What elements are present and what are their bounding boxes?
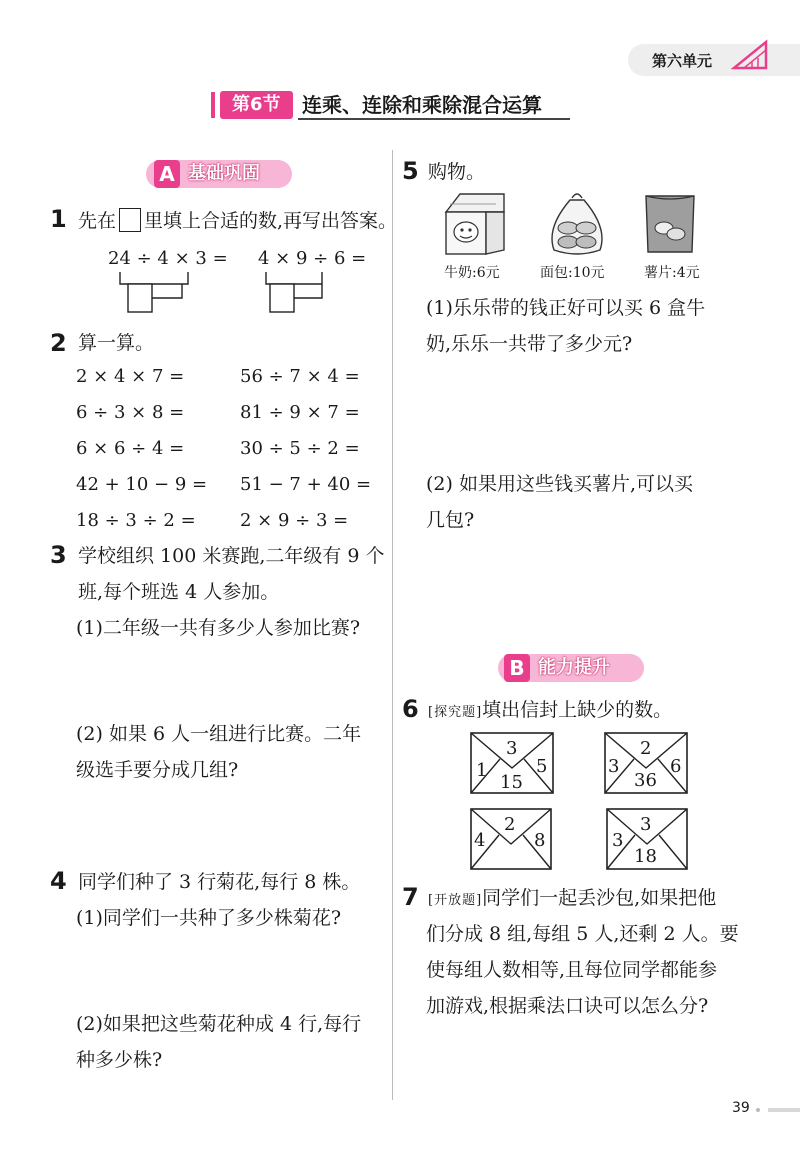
- q1-text-after: 里填上合适的数,再写出答案。: [144, 210, 398, 232]
- q2-left-5: 18 ÷ 3 ÷ 2 =: [76, 510, 196, 531]
- envelope-2-top: 2: [640, 738, 652, 759]
- q2-title: 算一算。: [78, 332, 155, 354]
- q1-tree-diagram-2: [256, 270, 356, 318]
- q7-line4: 加游戏,根据乘法口诀可以怎么分?: [426, 995, 709, 1017]
- envelope-1-top: 3: [506, 738, 518, 759]
- q7-number: 7: [402, 883, 419, 911]
- q2-left-2: 6 ÷ 3 × 8 =: [76, 402, 185, 423]
- section-marker: [211, 92, 215, 118]
- q5-sub1-line2: 奶,乐乐一共带了多少元?: [426, 333, 633, 355]
- q5-sub1-line1: (1)乐乐带的钱正好可以买 6 盒牛: [426, 297, 706, 319]
- q7-line2: 们分成 8 组,每组 5 人,还剩 2 人。要: [426, 923, 739, 945]
- envelope-1-bottom: 15: [500, 772, 523, 793]
- q1-expr1: 24 ÷ 4 × 3 =: [108, 248, 228, 269]
- q1-text: [78, 208, 397, 233]
- section-tag: 第6节: [220, 91, 293, 119]
- q4-sub1: (1)同学们一共种了多少株菊花?: [76, 907, 342, 929]
- q5-sub2-line1: (2) 如果用这些钱买薯片,可以买: [426, 473, 693, 495]
- ruler-icon: [730, 38, 770, 74]
- q3-number: 3: [50, 541, 67, 569]
- q2-right-5: 2 × 9 ÷ 3 =: [240, 510, 349, 531]
- milk-carton-icon: [440, 190, 512, 258]
- section-title: 连乘、连除和乘除混合运算: [302, 93, 542, 117]
- q5-title: 购物。: [428, 161, 486, 183]
- envelope-4-left: 3: [612, 830, 624, 851]
- part-a-letter: A: [154, 160, 180, 188]
- q7-line1-text: 同学们一起丢沙包,如果把他: [482, 887, 717, 909]
- envelope-1-left: 1: [476, 760, 488, 781]
- q1-text-before: 先在: [78, 210, 117, 232]
- q2-left-3: 6 × 6 ÷ 4 =: [76, 438, 185, 459]
- part-b-letter: B: [504, 654, 530, 682]
- q1-blank-box: [119, 208, 141, 232]
- q5-number: 5: [402, 157, 419, 185]
- q2-left-4: 42 + 10 − 9 =: [76, 474, 208, 495]
- q3-line1: 学校组织 100 米赛跑,二年级有 9 个: [78, 545, 385, 567]
- chips-bag-icon: [640, 190, 700, 258]
- q2-right-2: 81 ÷ 9 × 7 =: [240, 402, 360, 423]
- section-underline: [298, 118, 570, 120]
- q4-number: 4: [50, 867, 67, 895]
- envelope-4-top: 3: [640, 814, 652, 835]
- q4-line1: 同学们种了 3 行菊花,每行 8 株。: [78, 871, 361, 893]
- envelope-2-left: 3: [608, 756, 620, 777]
- q1-number: 1: [50, 205, 67, 233]
- q1-expr2: 4 × 9 ÷ 6 =: [258, 248, 367, 269]
- bread-price: 面包:10元: [540, 265, 605, 281]
- envelope-2-bottom: 36: [634, 770, 657, 791]
- envelope-3-left: 4: [474, 830, 486, 851]
- q1-tree-diagram-1: [110, 270, 210, 318]
- q2-right-1: 56 ÷ 7 × 4 =: [240, 366, 360, 387]
- q3-line2: 班,每个班选 4 人参加。: [78, 581, 280, 603]
- q7-tag: [开放题]: [428, 893, 483, 908]
- page-dot: [756, 1108, 760, 1112]
- column-divider: [392, 150, 393, 1100]
- part-a-label: 基础巩固: [188, 163, 260, 184]
- q4-sub2-line2: 种多少株?: [76, 1049, 163, 1071]
- envelope-2-right: 6: [670, 756, 682, 777]
- q3-sub2-line1: (2) 如果 6 人一组进行比赛。二年: [76, 723, 362, 745]
- q2-right-3: 30 ÷ 5 ÷ 2 =: [240, 438, 360, 459]
- part-b-label: 能力提升: [538, 657, 610, 678]
- chips-price: 薯片:4元: [644, 265, 700, 281]
- q7-line3: 使每组人数相等,且每位同学都能参: [426, 959, 718, 981]
- q6-text: [428, 698, 672, 725]
- q5-sub2-line2: 几包?: [426, 509, 475, 531]
- envelope-3-right: 8: [534, 830, 546, 851]
- q2-right-4: 51 − 7 + 40 =: [240, 474, 372, 495]
- q6-tag: [探究题]: [428, 705, 483, 720]
- page-bar: [768, 1108, 800, 1112]
- bread-bag-icon: [542, 188, 612, 258]
- envelope-4-bottom: 18: [634, 846, 657, 867]
- q7-line1: [428, 886, 716, 913]
- q3-sub2-line2: 级选手要分成几组?: [76, 759, 239, 781]
- envelope-3-top: 2: [504, 814, 516, 835]
- q6-number: 6: [402, 695, 419, 723]
- q6-instruction: 填出信封上缺少的数。: [482, 699, 673, 721]
- q2-number: 2: [50, 329, 67, 357]
- page-number: 39: [732, 1100, 750, 1116]
- milk-price: 牛奶:6元: [444, 265, 500, 281]
- q3-sub1: (1)二年级一共有多少人参加比赛?: [76, 617, 361, 639]
- q2-left-1: 2 × 4 × 7 =: [76, 366, 185, 387]
- q4-sub2-line1: (2)如果把这些菊花种成 4 行,每行: [76, 1013, 362, 1035]
- unit-label: 第六单元: [652, 52, 713, 70]
- envelope-1-right: 5: [536, 756, 548, 777]
